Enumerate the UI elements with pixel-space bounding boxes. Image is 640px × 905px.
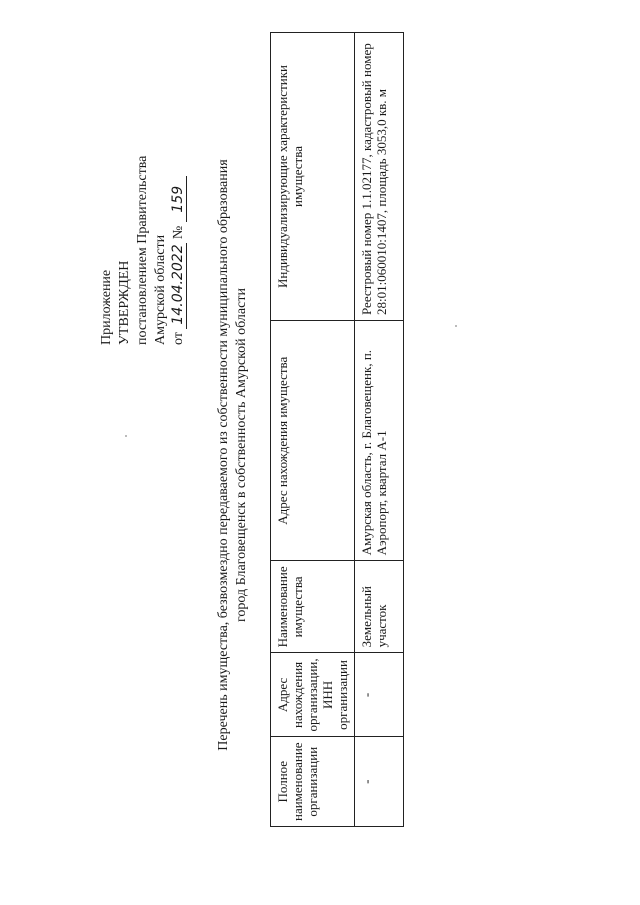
property-name-cell: Земельный участок [355,561,404,653]
approval-header [98,45,188,345]
handwritten-number: 159 [170,176,187,222]
appendix-label: Приложение [99,269,114,345]
table-row [355,33,404,827]
property-address-cell: Амурская область, г. Благовещенк, п. Аэропорт, квартал А-1 [355,321,404,561]
scan-speck [455,325,457,327]
handwritten-date: 14.04.2022 [170,243,187,329]
date-number-line [170,45,188,345]
table-header-row [271,33,355,827]
characteristics-cell: Реестровый номер 1.1.02177, кадастровый номер 28:01:060010:1407, площадь 3053,0 кв. м [355,33,404,321]
column-header: Полное наименование организации [271,737,355,827]
column-header: Адрес нахождения организации, ИНН организации [271,653,355,737]
number-sign: № [171,225,186,240]
column-header: Адрес нахождения имущества [271,321,355,561]
column-header: Наименование имущества [271,561,355,653]
approved-label: УТВЕРЖДЕН [117,260,132,345]
region-label: Амурской области [153,234,168,345]
from-label: от [171,332,186,345]
property-table [270,32,404,827]
org-name-cell: - [355,737,404,827]
title-line-1: Перечень имущества, безвозмездно передаваемого из собственности муниципального образования [216,159,231,751]
title-line-2: город Благовещенск в собственность Амурской области [234,288,249,622]
column-header: Индивидуализирующие характеристики имущества [271,33,355,321]
resolution-label: постановлением Правительства [135,155,150,345]
org-address-cell: - [355,653,404,737]
document-title [215,45,251,865]
scan-speck [125,435,127,437]
